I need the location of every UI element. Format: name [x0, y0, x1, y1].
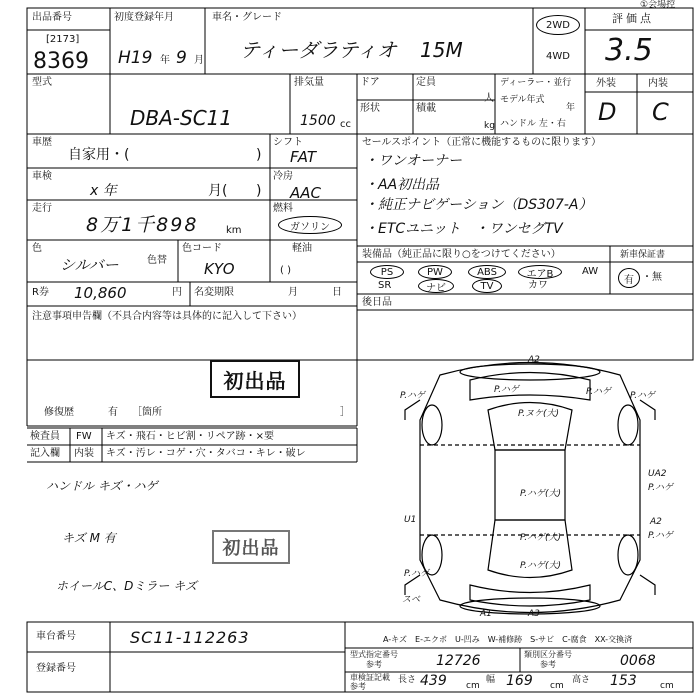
class-number-label: 類別区分番号: [524, 650, 572, 659]
ac-value: AAC: [290, 184, 321, 202]
diagram-mark: A1: [480, 609, 492, 619]
km-unit: km: [226, 225, 242, 236]
sales-point: ・純正ナビゲーション（DS307-A）: [364, 197, 593, 213]
equipment-label: 装備品（純正品に限り○をつけてください）: [362, 249, 561, 260]
color-label: 色: [32, 243, 42, 254]
first-listing-stamp-faint: 初出品: [212, 530, 290, 564]
capacity-label: 定員: [416, 77, 436, 88]
repair-bracket-open: ［箇所: [132, 407, 162, 418]
model-label: 型式: [32, 77, 52, 88]
diagram-mark: UA2: [648, 469, 667, 479]
diagram-mark: A2: [528, 355, 540, 365]
equipment-aw: AW: [582, 266, 599, 277]
equipment-sr: SR: [378, 280, 392, 291]
sales-point: ・ETCユニット ・ワンセグTV: [364, 221, 563, 237]
diagram-mark: P.ハゲ(大): [520, 533, 562, 543]
load-label: 積載: [416, 103, 436, 114]
door-label: ドア: [360, 77, 380, 88]
shift-label: シフト: [273, 137, 303, 148]
ac-label: 冷房: [273, 171, 293, 182]
car-name-label: 車名・グレード: [212, 12, 282, 23]
kg-unit: kg: [484, 121, 495, 131]
width-label: 幅: [486, 675, 496, 685]
sales-point: ・ワンオーナー: [364, 153, 462, 169]
first-registration-month: 9: [176, 48, 187, 68]
diagram-mark: スベ: [402, 595, 421, 605]
lot-number: 8369: [33, 49, 89, 74]
diagram-mark: P.ハゲ: [400, 391, 426, 401]
inspector-label: 検査員: [30, 431, 60, 442]
diagram-mark: P.ハゲ: [648, 531, 674, 541]
sales-points-label: セールスポイント（正常に機能するものに限ります）: [362, 137, 602, 148]
diagram-mark: A2: [650, 517, 662, 527]
first-registration-era: H19: [118, 48, 153, 68]
model-value: DBA-SC11: [130, 106, 233, 130]
handle-label: ハンドル 左・右: [500, 119, 566, 129]
title-change-day: 日: [332, 287, 342, 298]
diagram-mark: P.ハゲ: [630, 391, 656, 401]
inspector-notes-label: 記入欄: [30, 448, 60, 459]
size-label: 車検証記載: [350, 673, 390, 682]
windshield-tag: FW: [76, 431, 92, 442]
diagram-mark: A3: [528, 609, 540, 619]
dealer-label: ディーラー・並行: [500, 78, 572, 88]
shape-label: 形状: [360, 103, 380, 114]
score-value: 3.5: [605, 33, 653, 68]
warranty-label: 新車保証書: [620, 250, 666, 260]
fuel-diesel: 軽油: [292, 243, 312, 254]
inspector-note: キズ M 有: [62, 531, 116, 545]
repair-history-label: 修復歴: [44, 407, 74, 418]
equipment-leather: カワ: [528, 280, 548, 291]
exterior-grade: D: [598, 98, 617, 126]
warranty-no: 無: [652, 272, 662, 283]
windshield-text: キズ・飛石・ヒビ割・リペア跡・×要: [106, 431, 274, 442]
diagram-mark: U1: [404, 515, 417, 525]
displacement-label: 排気量: [294, 77, 324, 88]
after-items-label: 後日品: [362, 297, 392, 308]
color-value: シルバー: [60, 256, 119, 274]
class-number-ref: 参考: [540, 660, 556, 669]
interior-tag: 内装: [74, 448, 94, 459]
type-designation-label: 型式指定番号: [350, 650, 398, 659]
sales-point: ・AA初出品: [364, 177, 440, 193]
month-unit: 月: [194, 55, 204, 66]
type-designation-ref: 参考: [366, 660, 382, 669]
venue-copy-label: ①会場控: [640, 0, 676, 10]
mileage-label: 走行: [32, 203, 52, 214]
mileage-value: 8万1千898: [86, 214, 199, 236]
diagram-mark: P.ハゲ(大): [520, 489, 562, 499]
inspector-note: ホイールC、Dミラー キズ: [56, 579, 197, 593]
fuel-paren: ( ): [280, 265, 291, 276]
warranty-yes-circled: 有: [618, 268, 640, 288]
inspector-note: ハンドル キズ・ハゲ: [46, 479, 158, 493]
diagram-mark: P.ハゲ(大): [520, 561, 562, 571]
width-value: 169: [506, 673, 533, 689]
history-value: 自家用・(: [68, 147, 130, 163]
lot-sub-number: [2173]: [46, 34, 80, 45]
inspection-value: x 年: [90, 183, 117, 199]
equipment-navi: ナビ: [418, 279, 454, 293]
equipment-tv: TV: [472, 279, 502, 293]
yen-unit: 円: [172, 287, 182, 298]
repair-bracket-close: ］: [340, 407, 350, 418]
length-unit: cm: [466, 681, 480, 691]
drive-4wd: 4WD: [546, 51, 570, 62]
car-name: ティーダラティオ: [240, 38, 397, 62]
chassis-number-label: 車台番号: [36, 631, 76, 642]
drive-2wd-circled: 2WD: [536, 15, 580, 35]
title-change-month: 月: [288, 287, 298, 298]
diagram-mark: P.ハゲ: [586, 387, 612, 397]
equipment-airbag: エアB: [518, 265, 562, 279]
repaint-label: 色替: [147, 255, 167, 266]
fuel-gas-circled: ガソリン: [278, 216, 342, 234]
height-value: 153: [610, 673, 637, 689]
recycle-value: 10,860: [74, 284, 127, 302]
car-grade: 15M: [420, 38, 463, 62]
width-unit: cm: [550, 681, 564, 691]
diagram-mark: P.ヌケ(大): [518, 409, 560, 419]
inspection-label: 車検: [32, 171, 52, 182]
height-unit: cm: [660, 681, 674, 691]
height-label: 高さ: [572, 675, 591, 685]
fuel-label: 燃料: [273, 203, 293, 214]
class-number-value: 0068: [620, 653, 656, 669]
length-label: 長さ: [398, 675, 417, 685]
diagram-mark: P.ハゲ: [404, 569, 430, 579]
equipment-abs: ABS: [468, 265, 506, 279]
history-paren-close: ): [256, 147, 262, 163]
lot-number-label: 出品番号: [32, 12, 72, 23]
displacement-value: 1500: [300, 113, 336, 129]
model-year-unit: 年: [566, 103, 576, 113]
diagram-mark: P.ハゲ: [648, 483, 674, 493]
year-unit: 年: [160, 55, 170, 66]
warranty-separator: ・: [642, 272, 652, 283]
interior-grade: C: [652, 98, 669, 126]
damage-legend: A-キズ E-エクボ U-凹み W-補修跡 S-サビ C-腐食 XX-交換済: [383, 635, 633, 644]
repair-history-yes: 有: [108, 407, 118, 418]
interior-label: 内装: [648, 78, 668, 89]
inspection-paren-close: ): [256, 183, 262, 199]
shift-value: FAT: [290, 148, 317, 166]
first-registration-label: 初度登録年月: [114, 12, 174, 23]
recycle-label: R券: [32, 287, 49, 298]
equipment-pw: PW: [418, 265, 452, 279]
history-label: 車歴: [32, 137, 52, 148]
model-year-label: モデル年式: [500, 95, 545, 105]
type-designation-value: 12726: [436, 653, 481, 669]
interior-text: キズ・汚レ・コゲ・穴・タバコ・キレ・破レ: [106, 448, 306, 459]
cc-unit: cc: [340, 119, 351, 130]
inspection-month: 月(: [208, 183, 228, 199]
exterior-label: 外装: [596, 78, 616, 89]
chassis-number-value: SC11-112263: [130, 628, 250, 647]
person-unit: 人: [484, 93, 494, 104]
notes-label: 注意事項申告欄（不具合内容等は具体的に記入して下さい）: [32, 311, 302, 322]
length-value: 439: [420, 673, 447, 689]
color-code-value: KYO: [204, 260, 235, 278]
score-label: 評価点: [612, 12, 654, 25]
equipment-ps: PS: [370, 265, 404, 279]
first-listing-stamp: 初出品: [210, 360, 300, 398]
size-ref: 参考: [350, 682, 366, 691]
title-change-label: 名変期限: [194, 287, 234, 298]
diagram-mark: P.ハゲ: [494, 385, 520, 395]
registration-number-label: 登録番号: [36, 663, 76, 674]
color-code-label: 色コード: [182, 243, 222, 254]
